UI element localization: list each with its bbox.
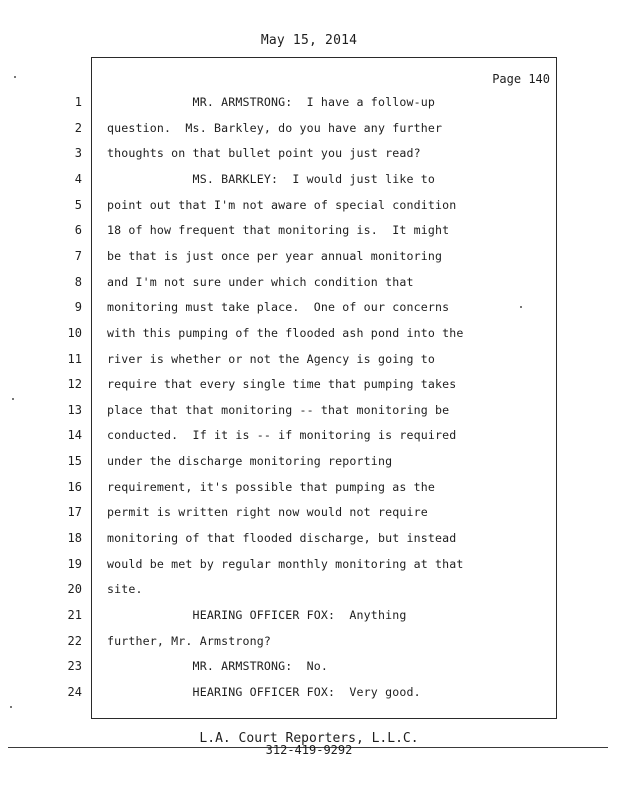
line-number: 7 [74, 248, 82, 263]
line-text: HEARING OFFICER FOX: Very good. [107, 684, 421, 699]
line-number: 12 [67, 377, 82, 392]
line-number: 5 [74, 197, 82, 212]
line-number: 1 [74, 95, 82, 109]
line-number: 24 [67, 684, 82, 699]
line-text: conducted. If it is -- if monitoring is required [107, 428, 457, 443]
line-text: and I'm not sure under which condition that [107, 274, 414, 289]
line-text: MS. BARKLEY: I would just like to [107, 171, 435, 186]
line-text: requirement, it's possible that pumping as the [107, 479, 435, 494]
line-text: monitoring of that flooded discharge, but instead [107, 531, 457, 546]
line-text: site. [107, 582, 143, 597]
line-number: 18 [67, 531, 82, 546]
page-number: Page 140 [492, 72, 550, 86]
line-number: 2 [74, 120, 82, 135]
line-number: 20 [67, 582, 82, 597]
line-text: thoughts on that bullet point you just read? [107, 146, 421, 161]
line-number: 14 [67, 428, 82, 443]
line-text: point out that I'm not aware of special condition [107, 197, 457, 212]
court-reporter-name: L.A. Court Reporters, L.L.C. [199, 731, 419, 746]
line-text: require that every single time that pumping takes [107, 377, 457, 392]
line-number: 10 [67, 325, 82, 340]
line-number: 17 [67, 505, 82, 520]
line-text: be that is just once per year annual monitoring [107, 248, 443, 263]
line-text: would be met by regular monthly monitoring at that [107, 556, 464, 571]
line-text: MR. ARMSTRONG: No. [107, 659, 329, 674]
line-text: 18 of how frequent that monitoring is. It might [107, 223, 450, 238]
scan-speck [12, 398, 14, 400]
line-text: river is whether or not the Agency is going to [107, 351, 435, 366]
line-text: under the discharge monitoring reporting [107, 454, 393, 469]
scan-speck [10, 706, 12, 708]
line-text: question. Ms. Barkley, do you have any further [107, 120, 443, 135]
line-number: 13 [67, 402, 82, 417]
line-text: permit is written right now would not require [107, 505, 428, 520]
line-number: 8 [74, 274, 82, 289]
court-reporter-phone: 312-419-9292 [265, 743, 353, 757]
line-text: monitoring must take place. One of our concerns [107, 300, 450, 315]
line-number: 6 [74, 223, 82, 238]
page-date: May 15, 2014 [260, 33, 358, 48]
line-number: 15 [67, 454, 82, 469]
line-text: with this pumping of the flooded ash pond into the [107, 325, 464, 340]
line-number: 22 [67, 633, 82, 648]
line-number: 11 [67, 351, 82, 366]
line-text: place that that monitoring -- that monitoring be [107, 402, 450, 417]
line-text: further, Mr. Armstrong? [107, 633, 271, 648]
line-number: 4 [74, 171, 82, 186]
line-number: 19 [67, 556, 82, 571]
line-number: 21 [67, 608, 82, 622]
line-number: 16 [67, 479, 82, 494]
line-number: 3 [74, 146, 82, 161]
scan-speck [14, 76, 16, 78]
line-text: MR. ARMSTRONG: I have a follow-up [107, 95, 435, 109]
line-number: 9 [74, 300, 82, 315]
line-number: 23 [67, 659, 82, 674]
scan-speck [520, 306, 522, 308]
line-text: HEARING OFFICER FOX: Anything [107, 608, 407, 622]
